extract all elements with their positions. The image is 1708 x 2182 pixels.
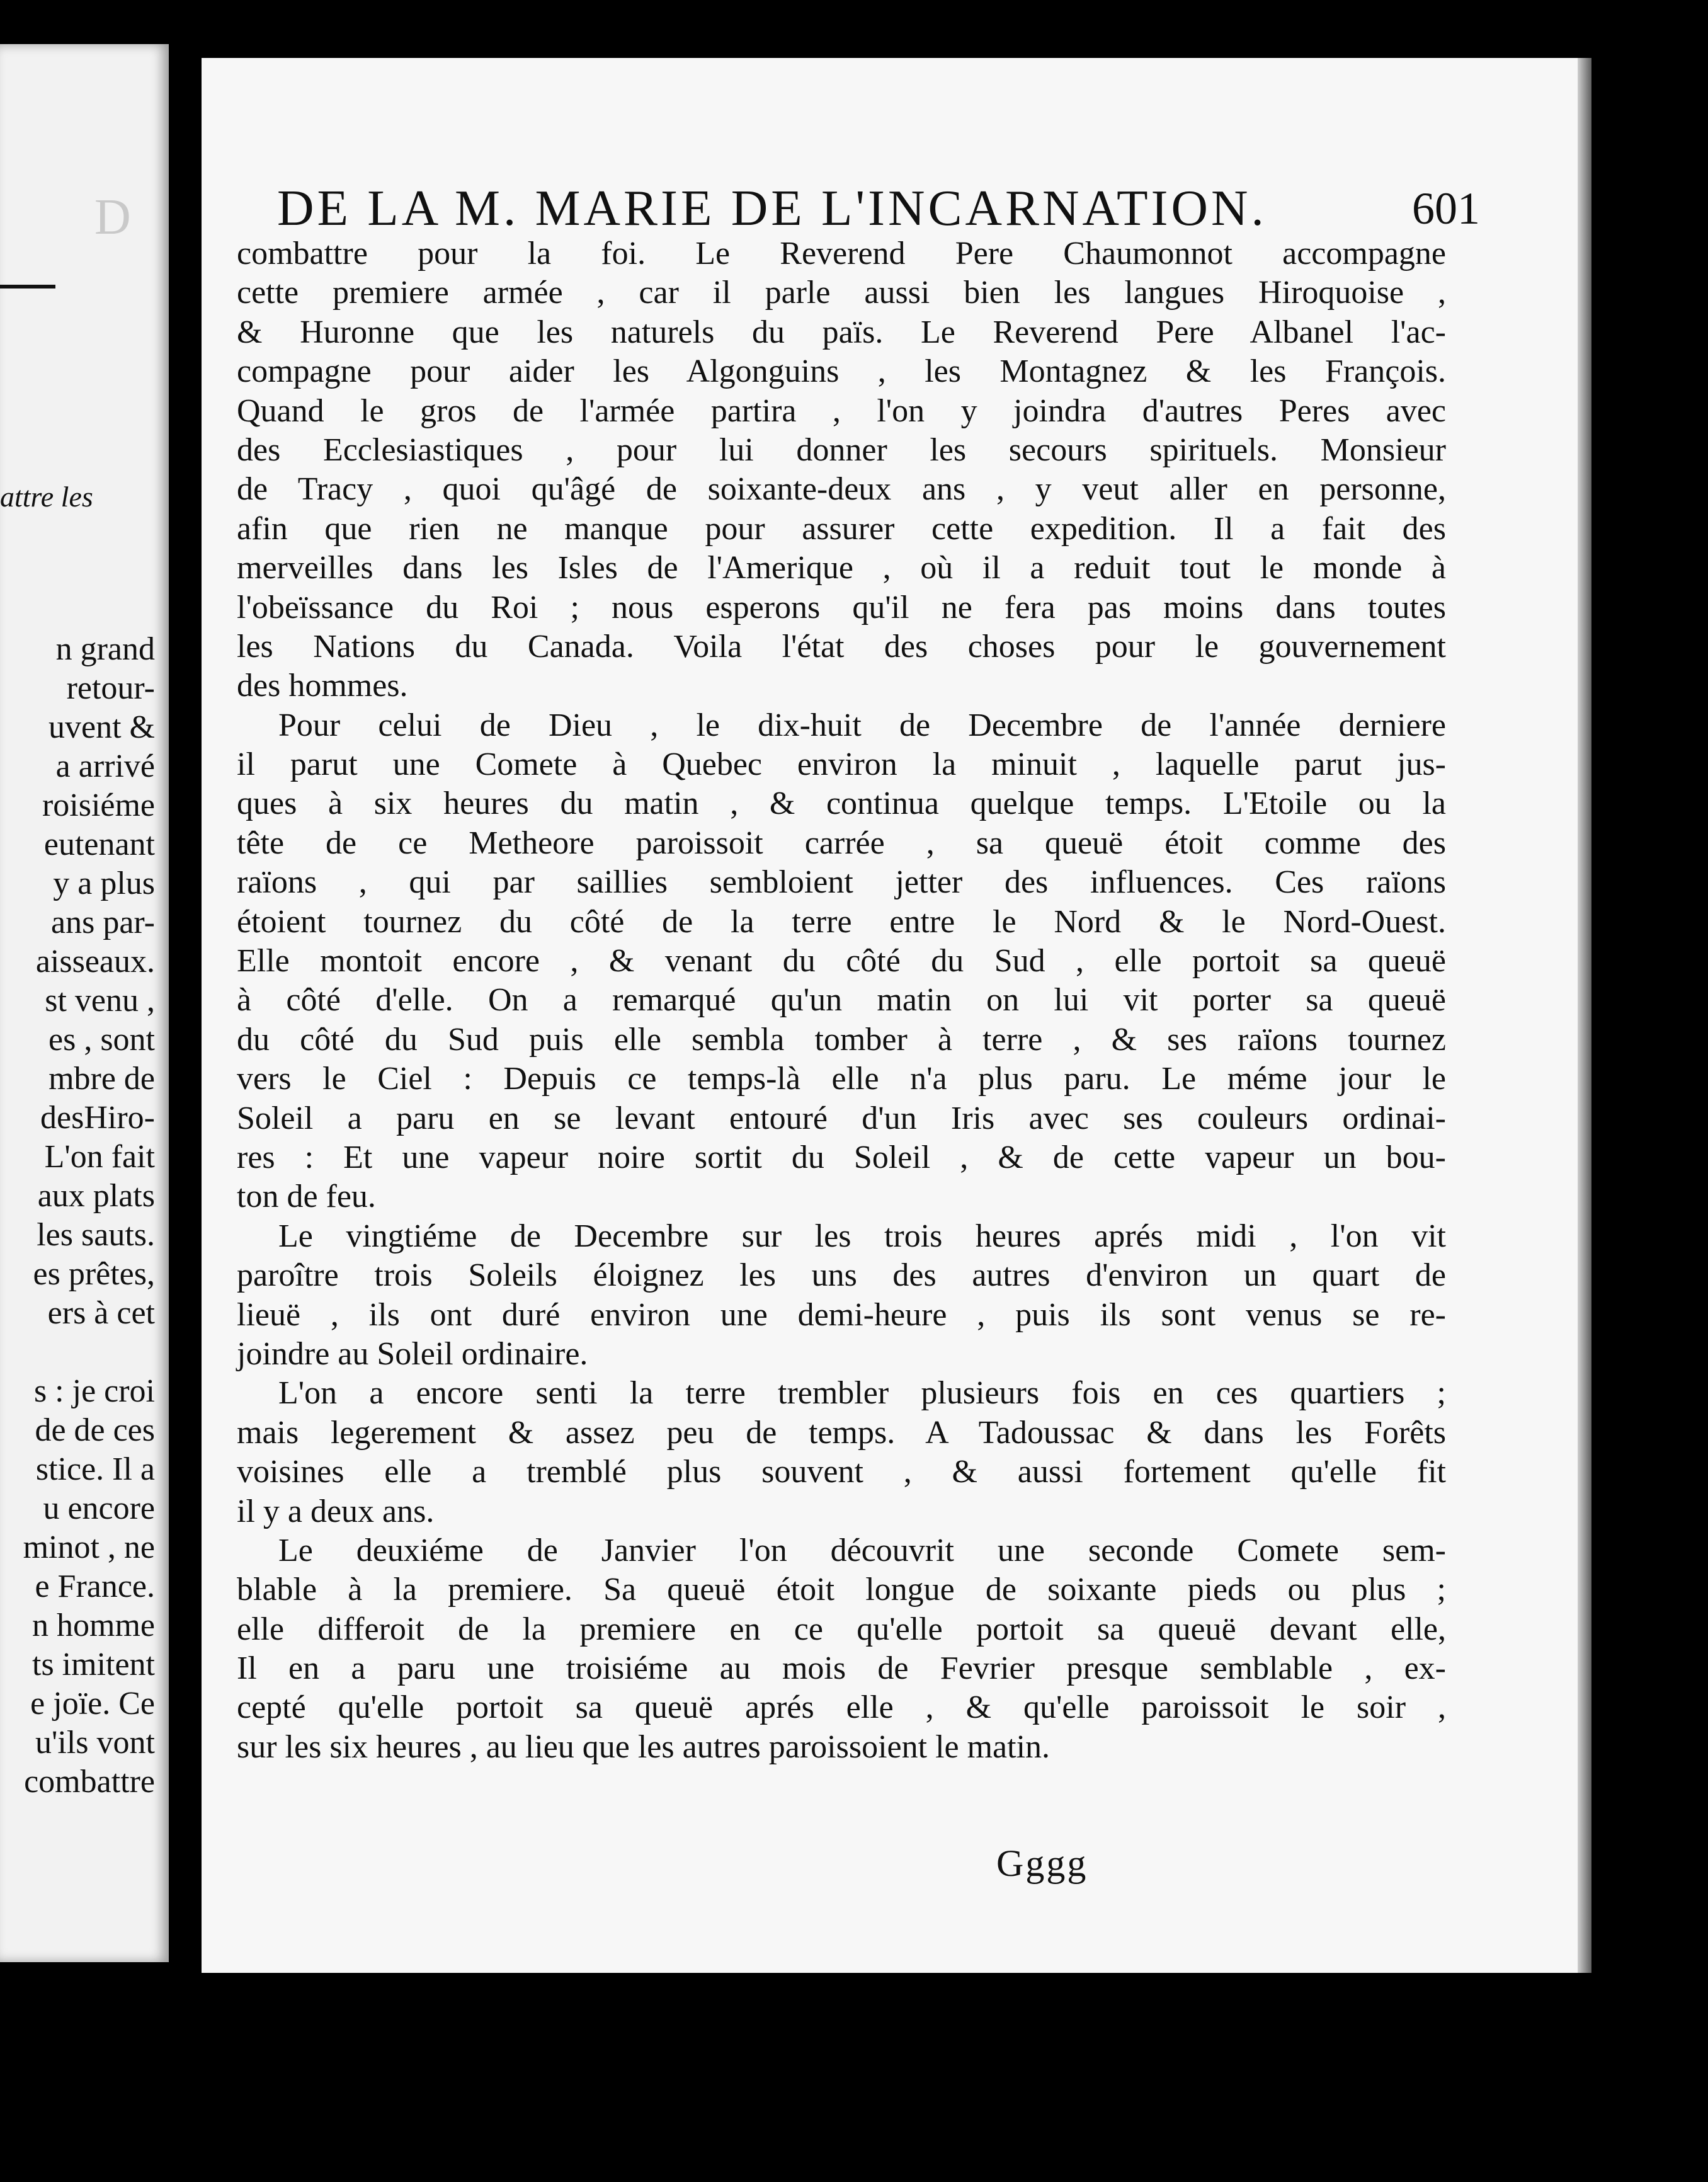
text-line: Le deuxiéme de Janvier l'on découvrit une seconde Comete sem-	[278, 1532, 1446, 1568]
left-page-line: s : je croi	[33, 1373, 155, 1409]
left-page-line: ers à cet	[47, 1295, 155, 1331]
text-line: voisines elle a tremblé plus souvent , & aussi fortement qu'elle fit	[237, 1454, 1446, 1490]
left-page-line: retour-	[66, 670, 155, 706]
left-page-line: e joïe. Ce	[30, 1686, 155, 1722]
left-page-fragment	[0, 44, 169, 1962]
text-line: Le vingtiéme de Decembre sur les trois heures aprés midi , l'on vit	[278, 1218, 1446, 1254]
text-line: lieuë , ils ont duré environ une demi-heure , puis ils sont venus se re-	[237, 1296, 1446, 1333]
left-page-line: de de ces	[35, 1412, 155, 1448]
text-line: ques à six heures du matin , & continua quelque temps. L'Etoile ou la	[237, 785, 1446, 822]
left-page-line: roisiéme	[42, 787, 155, 823]
left-page-line: minot , ne	[23, 1529, 155, 1565]
text-line: cepté qu'elle portoit sa queuë aprés elle , & qu'elle paroissoit le soir ,	[237, 1689, 1446, 1726]
text-line: l'obeïssance du Roi ; nous esperons qu'il ne fera pas moins dans toutes	[237, 589, 1446, 625]
left-page-line: es prêtes,	[33, 1256, 155, 1292]
text-line: Quand le gros de l'armée partira , l'on y joindra d'autres Peres avec	[237, 392, 1446, 429]
left-page-text	[23, 630, 155, 1802]
left-page-line: uvent &	[48, 709, 155, 745]
left-page-faded-letter: D	[94, 190, 131, 245]
left-page-line: a arrivé	[55, 748, 155, 784]
text-line: blable à la premiere. Sa queuë étoit longue de soixante pieds ou plus ;	[237, 1572, 1446, 1608]
text-line: de Tracy , quoi qu'âgé de soixante-deux ans , y veut aller en personne,	[237, 471, 1446, 508]
text-line: les Nations du Canada. Voila l'état des choses pour le gouvernement	[237, 628, 1446, 665]
text-line: Il en a paru une troisiéme au mois de Fevrier presque semblable , ex-	[237, 1650, 1446, 1687]
text-line: L'on a encore senti la terre trembler plusieurs fois en ces quartiers ;	[278, 1375, 1446, 1412]
left-page-line: y a plus	[53, 865, 155, 901]
text-line: des Ecclesiastiques , pour lui donner les secours spirituels. Monsieur	[237, 431, 1446, 468]
left-page-line: n grand	[55, 631, 155, 667]
text-line: joindre au Soleil ordinaire.	[237, 1335, 588, 1372]
text-line: Pour celui de Dieu , le dix-huit de Decembre de l'année derniere	[278, 707, 1446, 743]
text-line: combattre pour la foi. Le Reverend Pere Chaumonnot accompagne	[237, 236, 1446, 271]
left-page-line: eutenant	[43, 826, 155, 862]
text-line: afin que rien ne manque pour assurer cette expedition. Il a fait des	[237, 510, 1446, 547]
text-line: Elle montoit encore , & venant du côté du Sud , elle portoit sa queuë	[237, 943, 1446, 980]
body-text	[237, 234, 1446, 1767]
text-line: Soleil a paru en se levant entouré d'un Iris avec ses couleurs ordinai-	[237, 1100, 1446, 1136]
text-line: il y a deux ans.	[237, 1493, 435, 1529]
page-number: 601	[1412, 183, 1480, 234]
left-page-side-note: attre les	[0, 481, 93, 513]
left-page-line: aux plats	[37, 1178, 155, 1214]
left-page-line: L'on fait	[44, 1139, 155, 1175]
text-line: vers le Ciel : Depuis ce temps-là elle n'a plus paru. Le méme jour le	[237, 1061, 1446, 1097]
book-page	[202, 58, 1578, 1973]
text-line: des hommes.	[237, 668, 408, 704]
text-line: res : Et une vapeur noire sortit du Soleil , & de cette vapeur un bou-	[237, 1139, 1446, 1175]
left-page-line: desHiro-	[40, 1100, 155, 1136]
page-edge-shadow	[1578, 58, 1591, 1973]
text-line: & Huronne que les naturels du païs. Le Reverend Pere Albanel l'ac-	[237, 314, 1446, 350]
text-line: ton de feu.	[237, 1179, 376, 1215]
left-page-line: les sauts.	[37, 1217, 155, 1253]
left-page-line: aisseaux.	[35, 944, 155, 980]
left-page-line: ans par-	[51, 905, 155, 940]
left-page-line: ts imitent	[32, 1647, 155, 1682]
left-page-rule	[0, 285, 55, 288]
text-line: mais legerement & assez peu de temps. A Tadoussac & dans les Forêts	[237, 1414, 1446, 1451]
running-head: DE LA M. MARIE DE L'INCARNATION.	[277, 180, 1267, 236]
left-page-line: stice. Il a	[35, 1451, 155, 1487]
left-page-line: u encore	[43, 1490, 155, 1526]
left-page-line: u'ils vont	[35, 1725, 155, 1761]
text-line: cette premiere armée , car il parle aussi bien les langues Hiroquoise ,	[237, 275, 1446, 311]
catchword: Gggg	[996, 1842, 1088, 1884]
left-page-line: combattre	[24, 1764, 155, 1800]
text-line: tête de ce Metheore paroissoit carrée , sa queuë étoit comme des	[237, 825, 1446, 861]
left-page-line: es , sont	[48, 1022, 155, 1058]
text-line: étoient tournez du côté de la terre entre le Nord & le Nord-Ouest.	[237, 903, 1446, 940]
text-line: du côté du Sud puis elle sembla tomber à terre , & ses raïons tournez	[237, 1021, 1446, 1058]
text-line: compagne pour aider les Algonguins , les Montagnez & les François.	[237, 353, 1446, 390]
text-line: à côté d'elle. On a remarqué qu'un matin on lui vit porter sa queuë	[237, 982, 1446, 1019]
text-line: il parut une Comete à Quebec environ la minuit , laquelle parut jus-	[237, 746, 1446, 783]
text-line: raïons , qui par saillies sembloient jetter des influences. Ces raïons	[237, 864, 1446, 901]
text-line: sur les six heures , au lieu que les autres paroissoient le matin.	[237, 1728, 1050, 1765]
text-line: merveilles dans les Isles de l'Amerique , où il a reduit tout le monde à	[237, 550, 1446, 586]
text-line: elle differoit de la premiere en ce qu'elle portoit sa queuë devant elle,	[237, 1611, 1446, 1647]
left-page-line: mbre de	[48, 1061, 155, 1097]
left-page-line: st venu ,	[45, 983, 155, 1019]
left-page-line: e France.	[35, 1568, 155, 1604]
text-line: paroître trois Soleils éloignez les uns des autres d'environ un quart de	[237, 1257, 1446, 1294]
left-page-line: n homme	[32, 1608, 155, 1643]
